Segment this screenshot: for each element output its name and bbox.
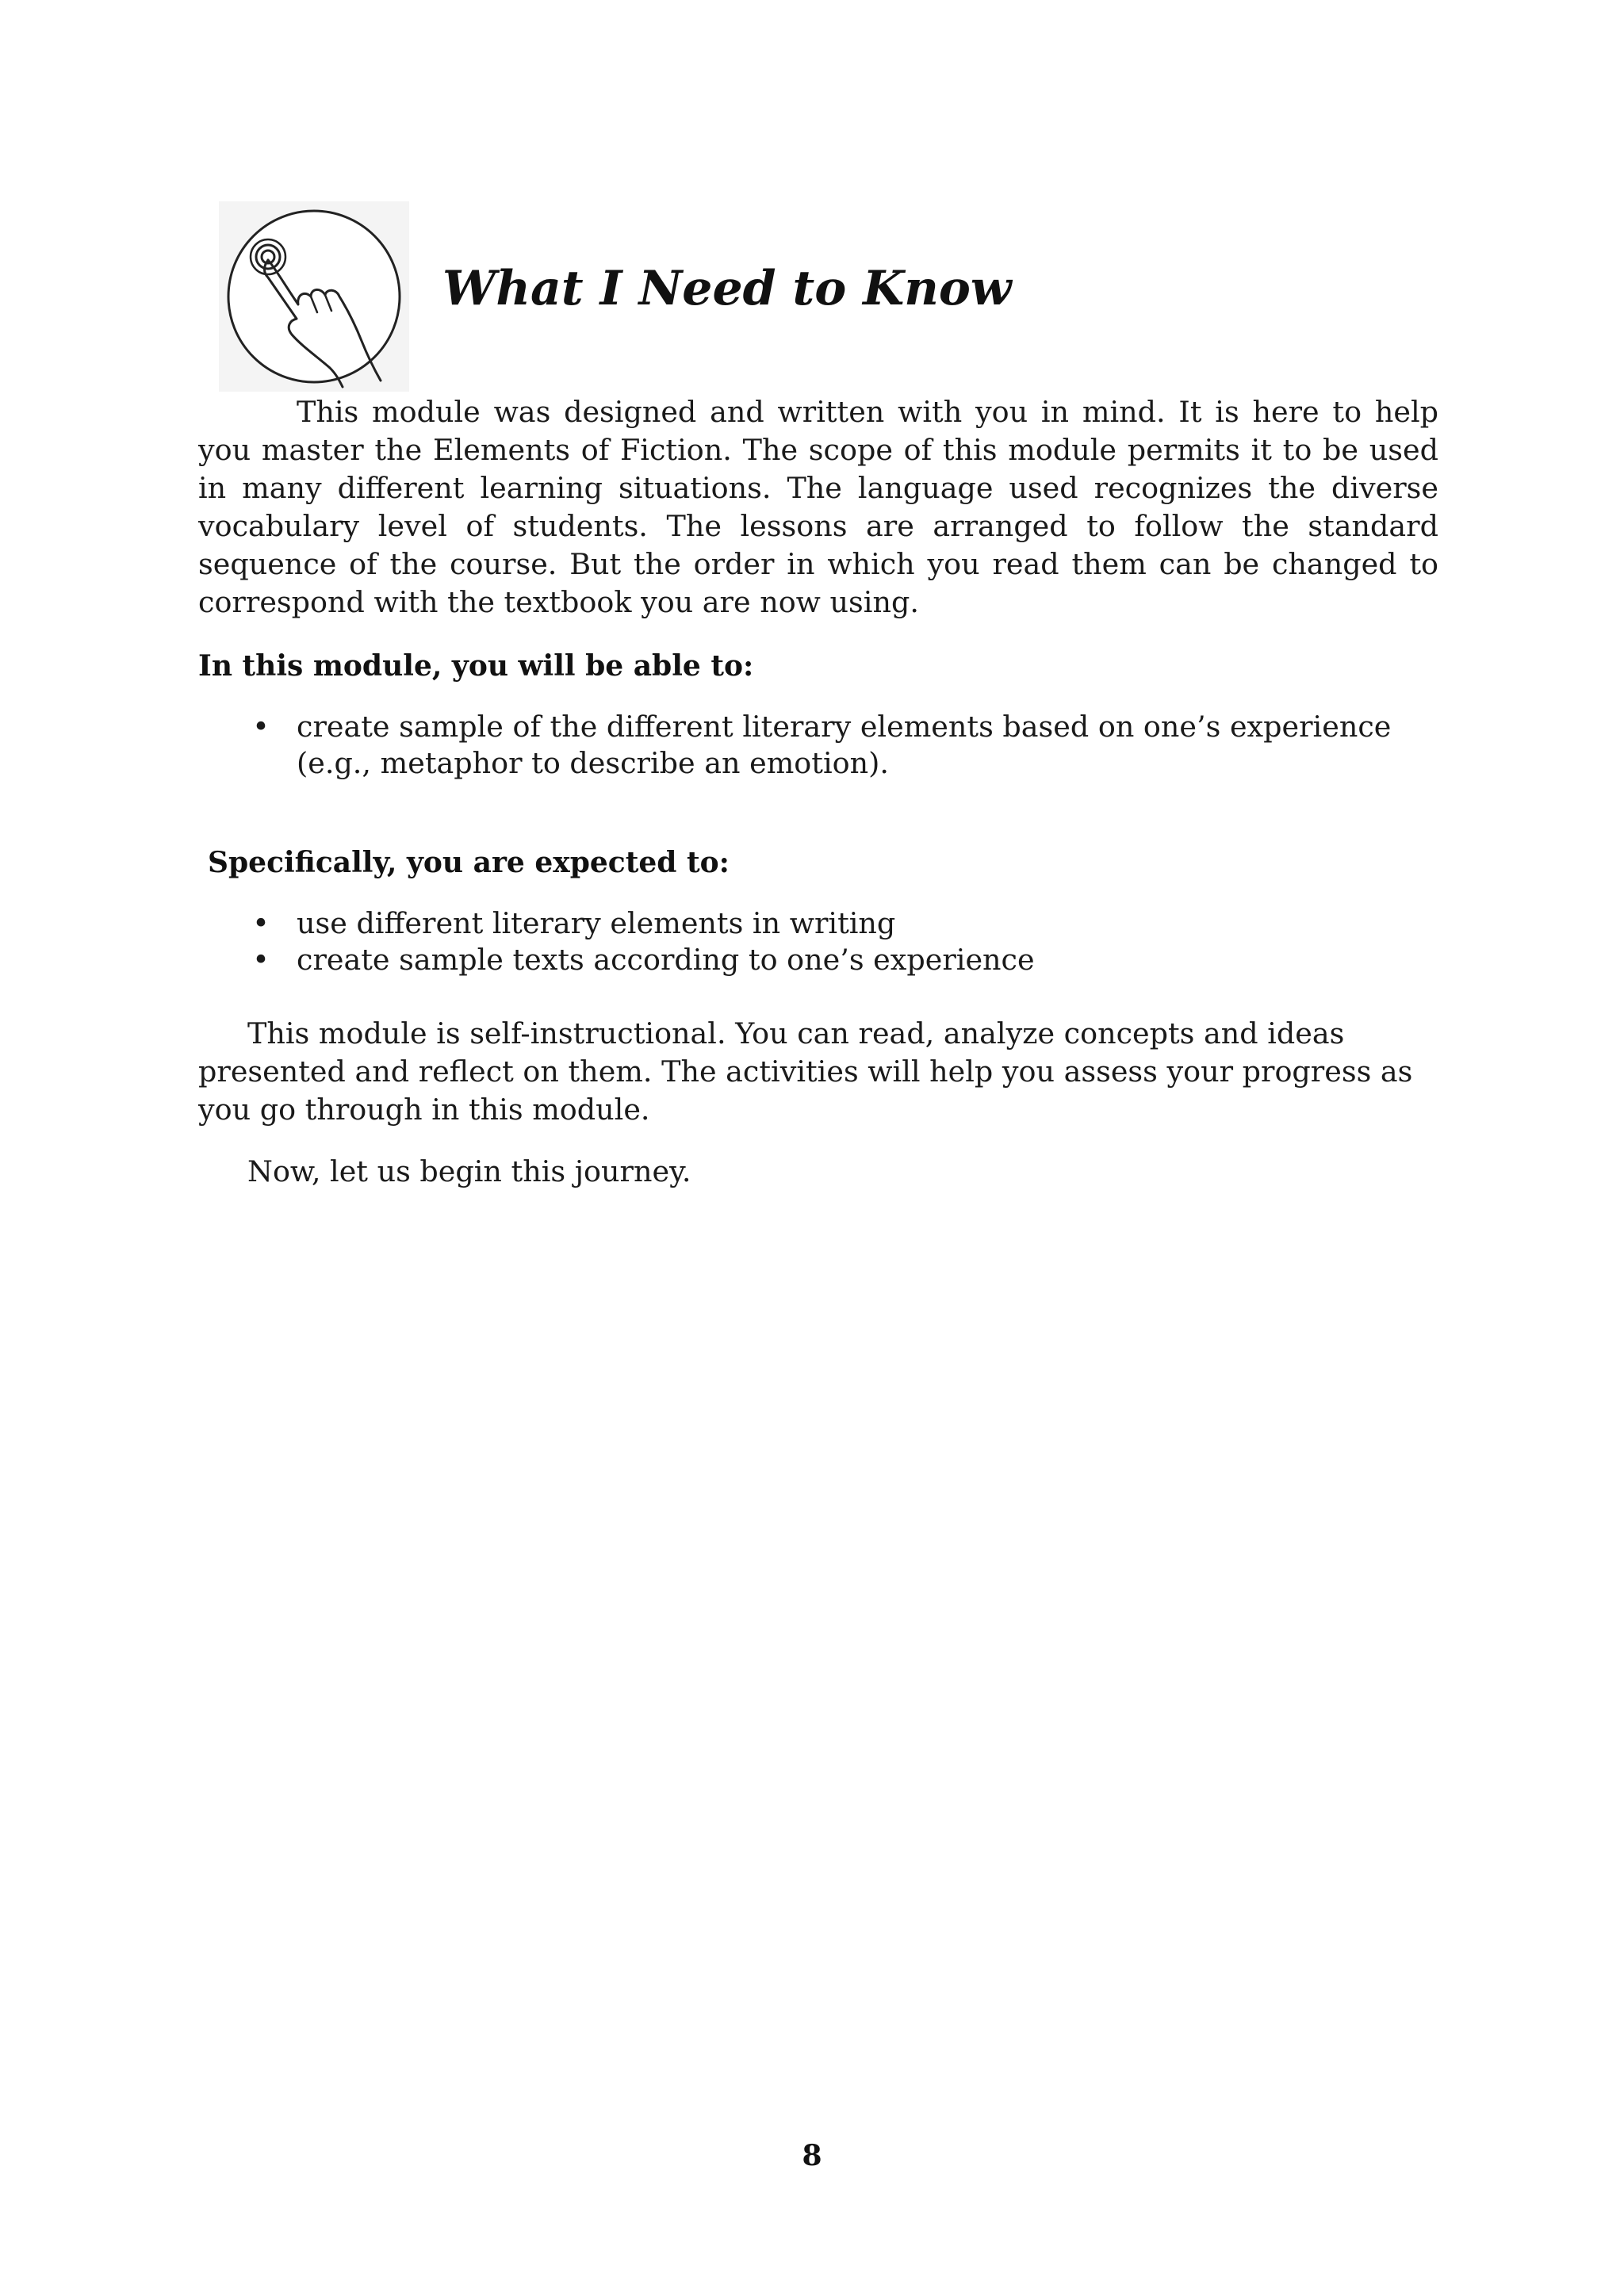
section-title: What I Need to Know (442, 261, 1012, 316)
list-item (198, 709, 1438, 782)
list-item-text: create sample texts according to one’s experience (297, 943, 1035, 977)
objectives-list (198, 709, 1438, 782)
closing-paragraph: Now, let us begin this journey. (247, 1154, 691, 1188)
pointing-hand-touch-icon (219, 201, 409, 392)
specific-objectives-heading: Specifically, you are expected to: (208, 846, 730, 879)
list-item-text: use different literary elements in writing (297, 906, 896, 940)
bullet-icon: • (252, 943, 270, 977)
bullet-icon: • (252, 906, 270, 940)
bullet-icon: • (252, 710, 270, 744)
list-item-text: create sample of the different literary elements based on one’s experience (e.g., metaphor to describe an emotion). (297, 710, 1392, 780)
list-item (198, 942, 1438, 978)
self-instructional-paragraph: This module is self-instructional. You can read, analyze concepts and ideas presented and reflect on them. The activities will help you assess your progress as you go through in this module. (198, 1016, 1413, 1127)
objectives-heading: In this module, you will be able to: (198, 649, 754, 683)
list-item (198, 905, 1438, 942)
intro-paragraph: This module was designed and written with you in mind. It is here to help you master the Elements of Fiction. The scope of this module permits it to be used in many different learning situations. The language used recognizes the diverse vocabulary level of students. The lessons are arranged to follow the standard sequence of the course. But the order in which you read them can be changed to correspond with the textbook you are now using. (198, 395, 1438, 619)
page-number: 8 (802, 2139, 822, 2172)
specific-objectives-list (198, 905, 1438, 978)
